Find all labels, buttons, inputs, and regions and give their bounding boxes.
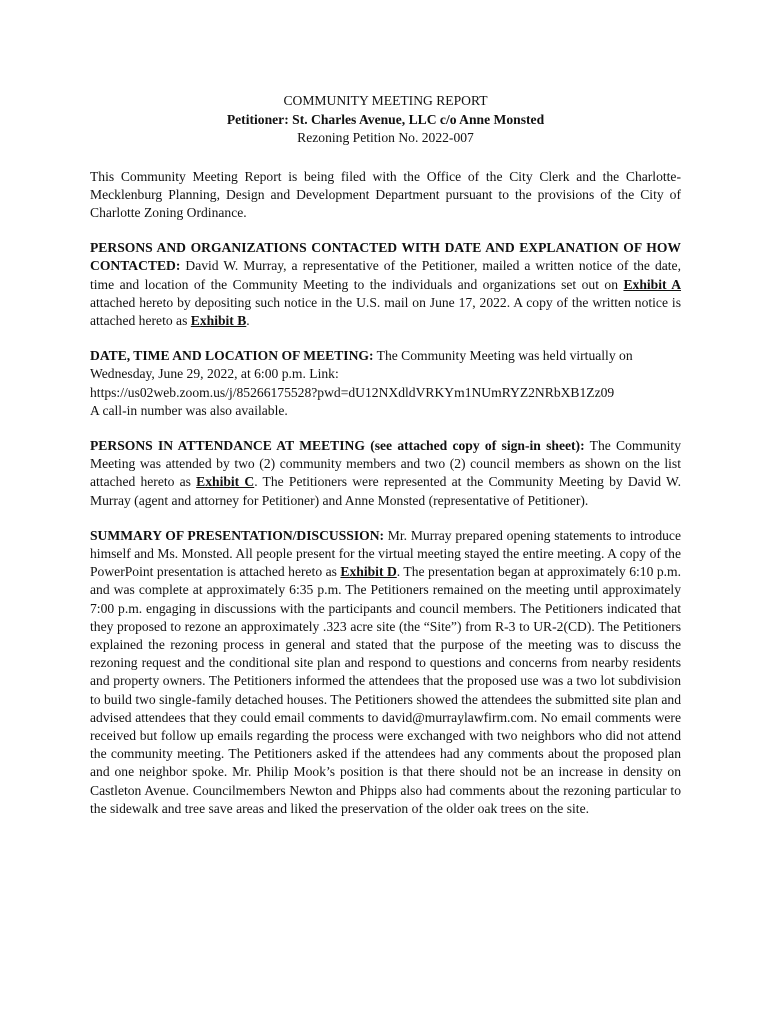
- summary-heading: SUMMARY OF PRESENTATION/DISCUSSION:: [90, 527, 385, 543]
- meeting-text-2: A call-in number was also available.: [90, 402, 288, 418]
- persons-contacted-text-3: .: [246, 312, 250, 328]
- persons-contacted-heading: PERSONS AND ORGANIZATIONS CONTACTED WITH DATE AND EXPLANATION OF HOW CONTACTED:: [90, 240, 681, 274]
- petitioner-line: Petitioner: St. Charles Avenue, LLC c/o Anne Monsted: [226, 111, 545, 127]
- exhibit-d-reference: Exhibit D: [340, 564, 397, 580]
- attendance-heading: PERSONS IN ATTENDANCE AT MEETING (see attached copy of sign-in sheet):: [90, 437, 585, 453]
- summary-text-1: Mr. Murray prepared opening statements to introduce himself and Ms. Monsted. All people present for the virtual meeting stayed the entire meeting. A copy of the PowerPoint presentation is attached hereto as: [90, 527, 681, 580]
- summary-section: [90, 527, 681, 818]
- exhibit-c-reference: Exhibit C: [196, 474, 255, 490]
- meeting-heading: DATE, TIME AND LOCATION OF MEETING:: [90, 348, 374, 364]
- summary-text-2: . The presentation began at approximately 6:10 p.m. and was complete at approximately 6:35 p.m. The Petitioners remained on the meeting until approximately 7:00 p.m. engaging in discussions with the participants and council members. The Petitioners indicated that they proposed to rezone an approximately .323 acre site (the “Site”) from R-3 to UR-2(CD). The Petitioners explained the rezoning process in general and stated that the purpose of the meeting was to discuss the rezoning request and the conditional site plan and respond to questions and concerns from nearby residents and property owners. The Petitioners informed the attendees that the proposed use was a two lot subdivision to build two single-family detached houses. The Petitioners showed the attendees the submitted site plan and advised attendees that they could email comments to david@murraylawfirm.com. No email comments were received but follow up emails regarding the process were exchanged with two neighbors who did not attend the community meeting. The Petitioners asked if the attendees had any comments about the proposed plan and one neighbor spoke. Mr. Philip Mook’s position is that there should not be an increase in density on Castleton Avenue. Councilmembers Newton and Phipps also had comments about the rezoning particular to the sidewalk and tree save areas and liked the preservation of the older oak trees on the site.: [90, 564, 682, 816]
- attendance-text-2: . The Petitioners were represented at the Community Meeting by David W. Murray (agent and attorney for Petitioner) and Anne Monsted (representative of Petitioner).: [90, 474, 681, 508]
- meeting-text-1: The Community Meeting was held virtually on Wednesday, June 29, 2022, at 6:00 p.m. Link:: [90, 348, 633, 382]
- meeting-section: [90, 347, 681, 420]
- exhibit-b-reference: Exhibit B: [190, 312, 247, 328]
- persons-contacted-section: [90, 239, 681, 330]
- persons-contacted-text-1: David W. Murray, a representative of the Petitioner, mailed a written notice of the date, time and location of the Community Meeting to the individuals and organizations set out on: [90, 258, 681, 292]
- exhibit-a-reference: Exhibit A: [623, 276, 682, 292]
- attendance-section: [90, 437, 681, 510]
- report-header: [90, 92, 681, 148]
- report-title: COMMUNITY MEETING REPORT: [283, 93, 488, 108]
- meeting-link[interactable]: https://us02web.zoom.us/j/85266175528?pwd=dU12NXdldVRKYm1NUmRYZ2NRbXB1Zz09: [90, 384, 615, 400]
- intro-paragraph: This Community Meeting Report is being filed with the Office of the City Clerk and the Charlotte-Mecklenburg Planning, Design and Development Department pursuant to the provisions of the City of Charlotte Zoning Ordinance.: [90, 168, 681, 220]
- persons-contacted-text-2: attached hereto by depositing such notice in the U.S. mail on June 17, 2022. A copy of the written notice is attached hereto as: [90, 294, 681, 328]
- document-page: [90, 92, 681, 835]
- attendance-text-1: The Community Meeting was attended by two (2) community members and two (2) council members as shown on the list attached hereto as: [90, 437, 682, 490]
- petition-number: Rezoning Petition No. 2022-007: [297, 130, 474, 145]
